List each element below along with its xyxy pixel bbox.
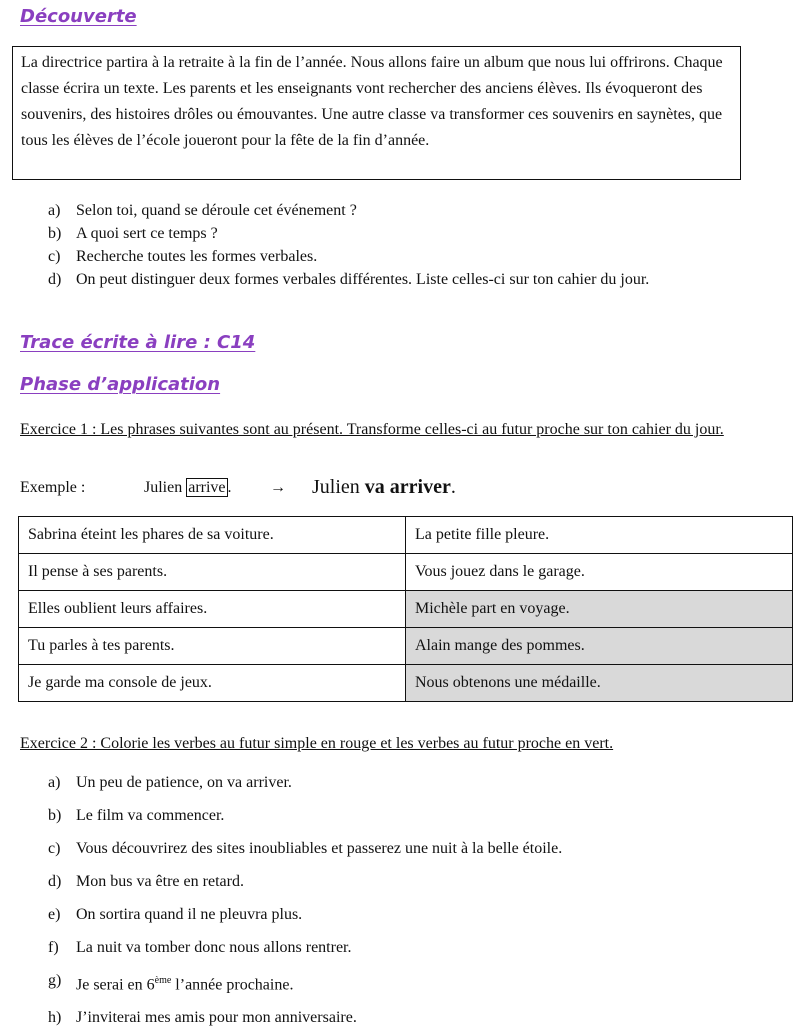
question-c: c) Recherche toutes les formes verbales.: [48, 248, 318, 265]
table-cell: Elles oublient leurs affaires.: [19, 591, 406, 628]
reading-text-box: [12, 46, 741, 180]
exercise1-instruction: Exercice 1 : Les phrases suivantes sont au présent. Transforme celles-ci au futur proche sur ton cahier du jour.: [20, 421, 724, 438]
question-d: d) On peut distinguer deux formes verbales différentes. Liste celles-ci sur ton cahier du jour.: [48, 271, 650, 288]
list-item: c) Vous découvrirez des sites inoubliables et passerez une nuit à la belle étoile.: [48, 840, 563, 857]
list-item: f) La nuit va tomber donc nous allons rentrer.: [48, 939, 352, 956]
table-cell: Alain mange des pommes.: [406, 628, 793, 665]
list-item: g) Je serai en 6ème l’année prochaine.: [48, 972, 294, 994]
reading-text: La directrice partira à la retraite à la fin de l’année. Nous allons faire un album que nous lui offrirons. Chaque classe écrira un texte. Les parents et les enseignants vont rechercher des anciens élèves. Ils évoqueront des souvenirs, des histoires drôles ou émouvantes. Une autre classe va transformer ces souvenirs en saynètes, que tous les élèves de l’école joueront pour la fête de la fin d’année.: [21, 54, 723, 149]
exercise2-list: [20, 766, 780, 1034]
table-row: [19, 665, 793, 702]
list-item: a) Un peu de patience, on va arriver.: [48, 774, 292, 791]
question-a: a) Selon toi, quand se déroule cet événement ?: [48, 202, 357, 219]
question-b: b) A quoi sert ce temps ?: [48, 225, 218, 242]
table-cell: Il pense à ses parents.: [19, 554, 406, 591]
table-cell: Vous jouez dans le garage.: [406, 554, 793, 591]
heading-application: Phase d’application: [20, 374, 221, 395]
table-cell: La petite fille pleure.: [406, 517, 793, 554]
table-cell: Sabrina éteint les phares de sa voiture.: [19, 517, 406, 554]
exercise1-table: [18, 516, 793, 702]
example-label: Exemple :: [20, 479, 86, 496]
heading-trace: Trace écrite à lire : C14: [20, 332, 256, 353]
table-row: [19, 554, 793, 591]
exercise2-instruction: Exercice 2 : Colorie les verbes au futur simple en rouge et les verbes au futur proche en vert.: [20, 735, 614, 752]
exercise1-example: [20, 476, 720, 505]
table-cell: Nous obtenons une médaille.: [406, 665, 793, 702]
table-cell: Je garde ma console de jeux.: [19, 665, 406, 702]
list-item: d) Mon bus va être en retard.: [48, 873, 244, 890]
arrow-icon: →: [270, 479, 286, 496]
table-cell: Tu parles à tes parents.: [19, 628, 406, 665]
table-cell: Michèle part en voyage.: [406, 591, 793, 628]
example-sentence: Julien arrive .: [144, 479, 232, 496]
discovery-questions: [20, 199, 740, 291]
list-item: b) Le film va commencer.: [48, 807, 225, 824]
table-row: [19, 591, 793, 628]
list-item: h) J’inviterai mes amis pour mon anniversaire.: [48, 1009, 357, 1027]
table-row: [19, 517, 793, 554]
list-item: e) On sortira quand il ne pleuvra plus.: [48, 906, 303, 923]
table-row: [19, 628, 793, 665]
heading-discovery: Découverte: [20, 6, 137, 27]
example-answer: Julien va arriver.: [312, 476, 456, 498]
example-verb-box: arrive: [188, 479, 226, 496]
